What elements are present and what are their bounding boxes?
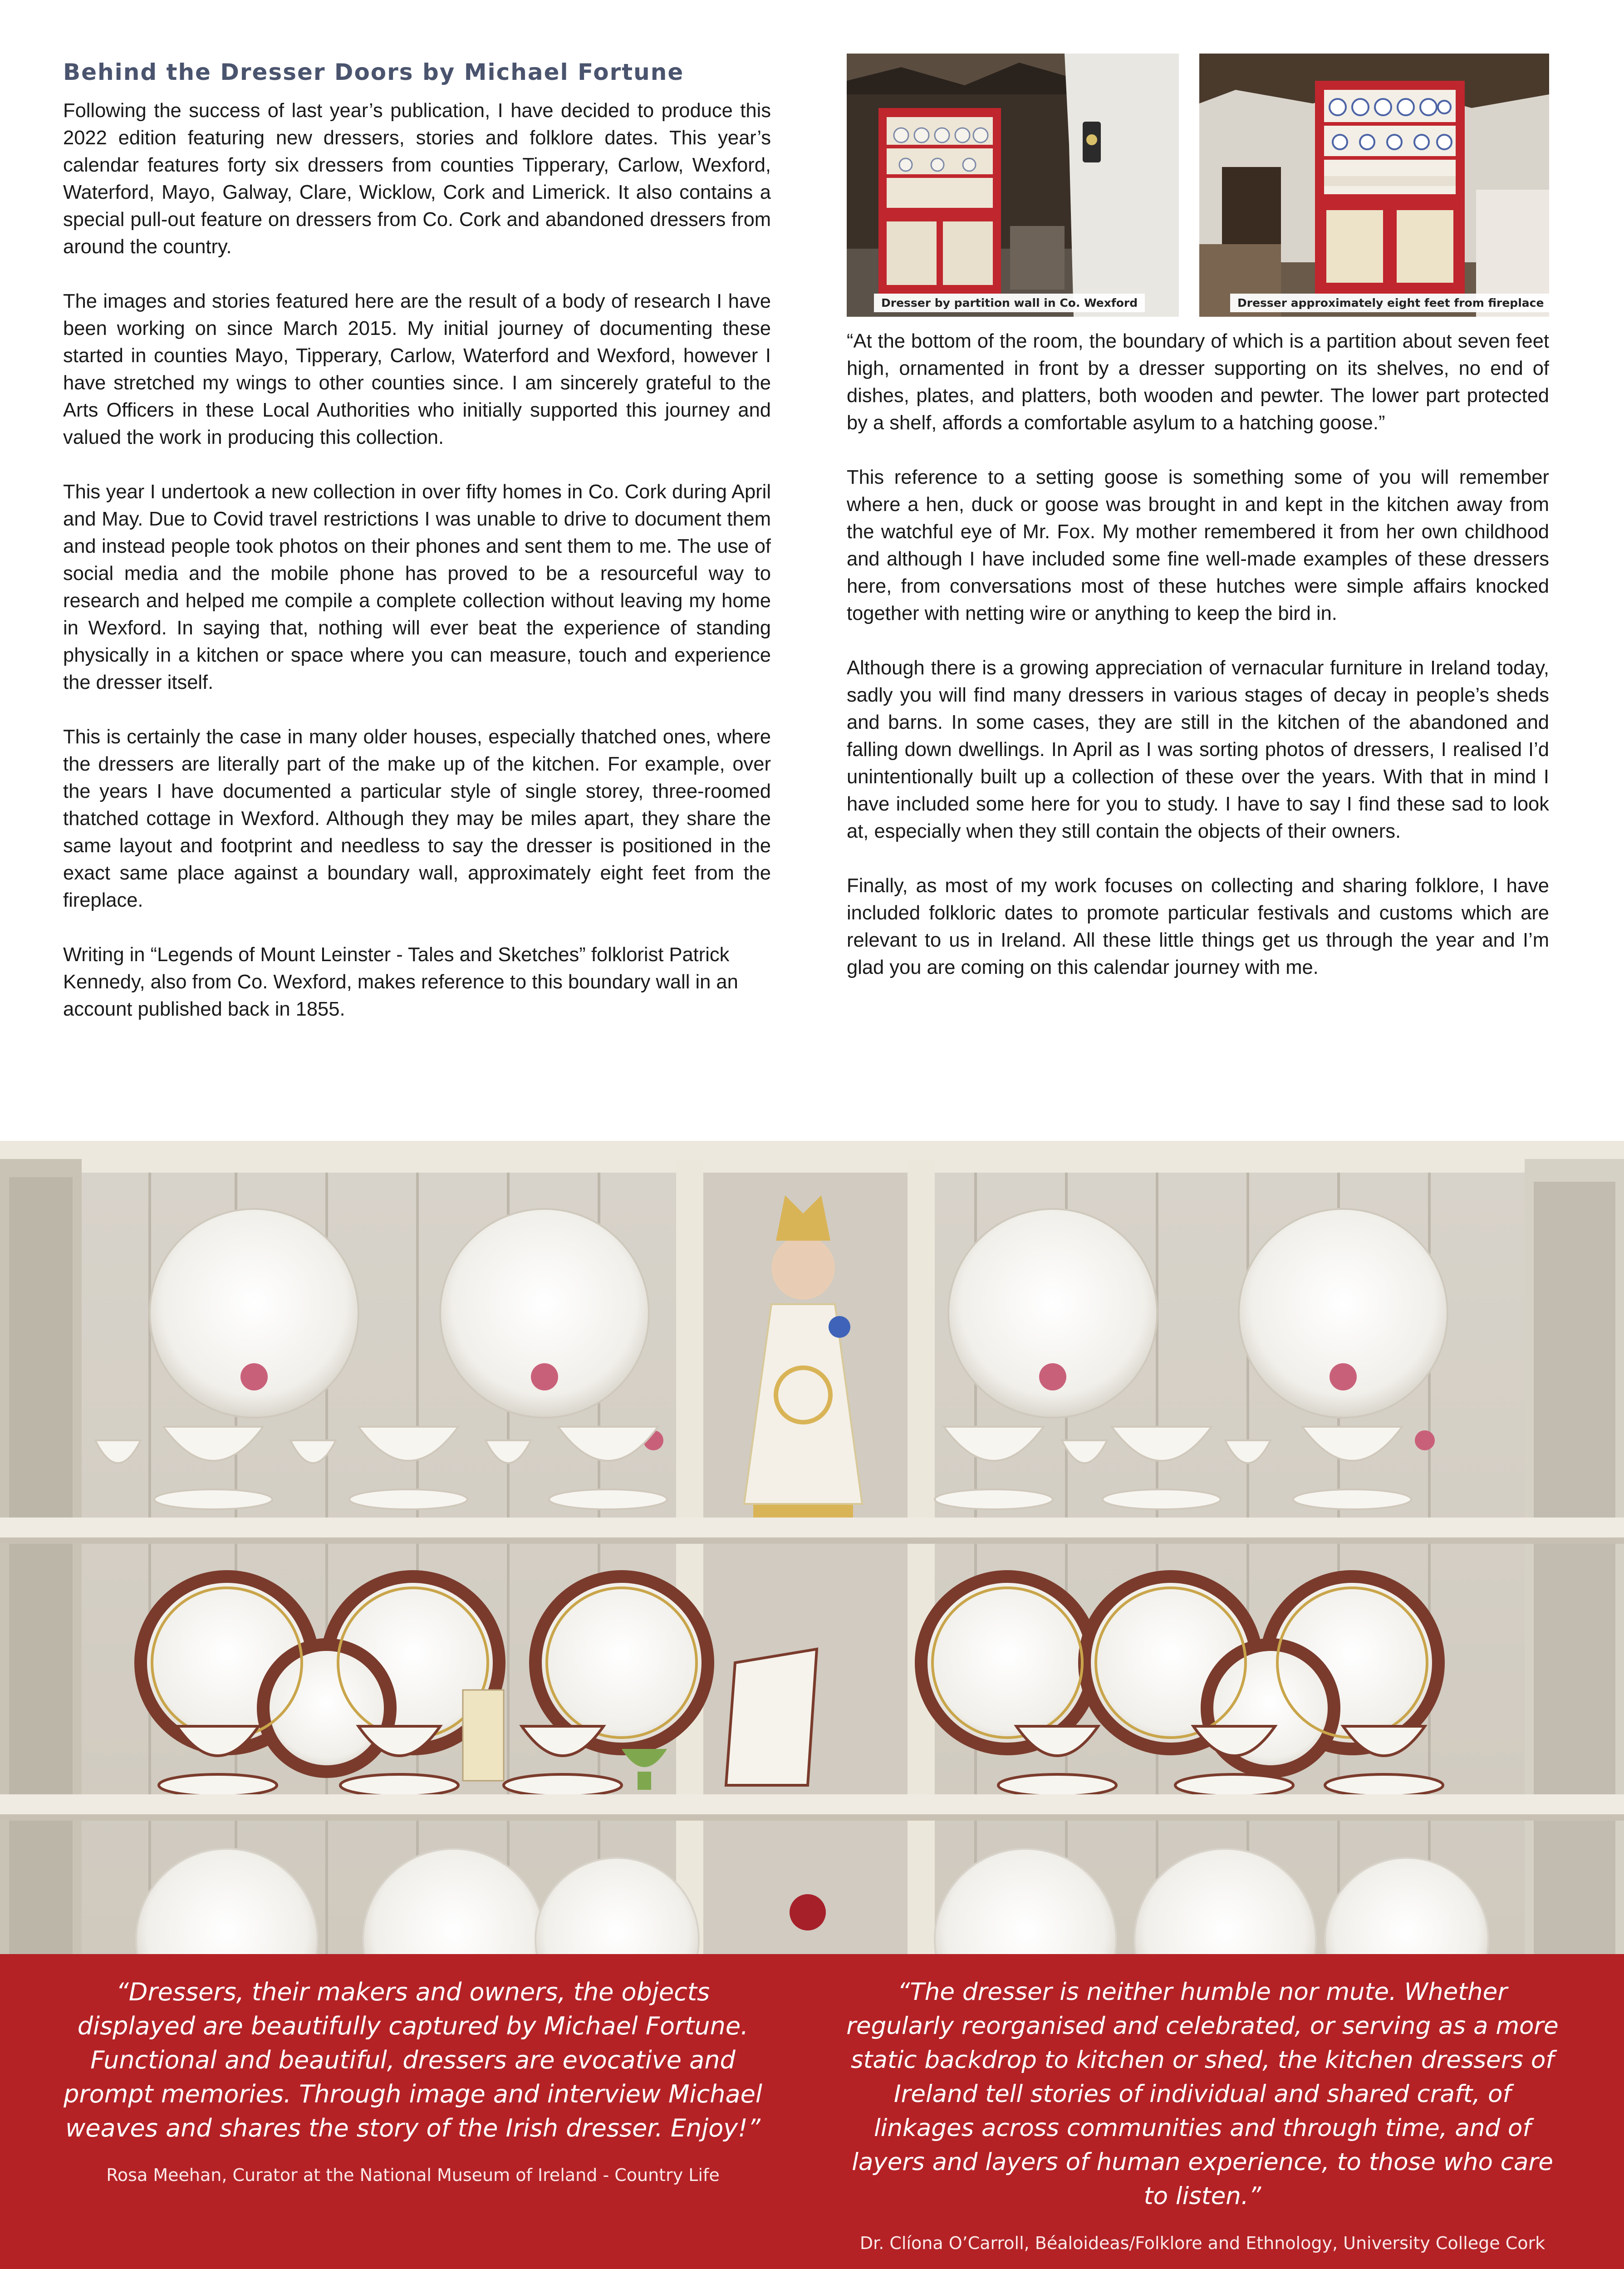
article-paragraph: Finally, as most of my work focuses on collecting and sharing folklore, I have included folkloric dates to promote particular festivals and customs which are relevant to us in Ireland. All these little things get us through the year and I’m glad you are coming on this calendar journey with me. <box>847 875 1549 978</box>
article-left-column <box>63 59 771 1023</box>
article-paragraph: “At the bottom of the room, the boundary of which is a partition about seven feet high, ornamented in front by a dresser supporting on its shelves, no end of dishes, plates, and platters, both wooden and pewter. The lower part protected by a shelf, affords a comfortable asylum to a hatching goose.” <box>847 330 1549 434</box>
article-paragraph: Although there is a growing appreciation of vernacular furniture in Ireland today, sadly you will find many dressers in various stages of decay in people’s sheds and barns. In some cases, they are still in the kitchen of the abandoned and falling down dwellings. In April as I was sorting photos of dressers, I realised I’d unintentionally built up a collection of these over the years. With that in mind I have included some here for you to study. I have to say I find these sad to look at, especially when they still contain the objects of their owners. <box>847 657 1549 842</box>
photo-row <box>847 54 1549 317</box>
article-paragraph: Following the success of last year’s publication, I have decided to produce this 2022 edition featuring new dressers, stories and folklore dates. This year’s calendar features forty six dressers from counties Tipperary, Carlow, Wexford, Waterford, Mayo, Galway, Clare, Wicklow, Cork and Limerick. It also contains a special pull-out feature on dressers from Co. Cork and abandoned dressers from around the country. <box>63 100 771 258</box>
article-paragraph: This year I undertook a new collection in over fifty homes in Co. Cork during April and May. Due to Covid travel restrictions I was unable to drive to document them and instead people took photos on their phones and sent them to me. The use of social media and the mobile phone has proved to be a resourceful way to research and helped me compile a complete collection without leaving my home in Wexford. In saying that, nothing will ever beat the experience of standing physically in a kitchen or space where you can measure, touch and experience the dresser itself. <box>63 481 771 693</box>
article-paragraph: Writing in “Legends of Mount Leinster - Tales and Sketches” folklorist Patrick Kennedy, also from Co. Wexford, makes reference to this boundary wall in an account published back in 1855. <box>63 944 738 1020</box>
photo-caption: Dresser by partition wall in Co. Wexford <box>874 294 1145 312</box>
testimonial-rosa-meehan <box>54 1975 771 2185</box>
testimonial-attribution: Dr. Clíona O’Carroll, Béaloideas/Folklore and Ethnology, University College Cork <box>859 2233 1545 2253</box>
dresser-fireplace-image <box>1199 54 1549 317</box>
dresser-hero-photo <box>0 1141 1624 1956</box>
testimonial-banner <box>0 1954 1624 2269</box>
dresser-hero-image <box>0 1141 1624 1956</box>
testimonial-quote: “Dressers, their makers and owners, the objects displayed are beautifully captured by Michael Fortune. Functional and beautiful, dressers are evocative and prompt memories. Through image and interview Michael weaves and shares the story of the Irish dresser. Enjoy!” <box>64 1978 762 2142</box>
dresser-partition-image <box>847 54 1179 317</box>
article-paragraph: This reference to a setting goose is something some of you will remember where a hen, duck or goose was brought in and kept in the kitchen away from the watchful eye of Mr. Fox. My mother remembered it from her own childhood and although I have included some fine well-made examples of these dressers here, from conversations most of these hutches were simple affairs knocked together with netting wire or anything to keep the bird in. <box>847 467 1549 624</box>
photo-dresser-fireplace <box>1199 54 1549 317</box>
photo-caption: Dresser approximately eight feet from fireplace <box>1230 294 1549 312</box>
testimonial-attribution: Rosa Meehan, Curator at the National Museum of Ireland - Country Life <box>106 2165 720 2185</box>
article-paragraph: The images and stories featured here are the result of a body of research I have been working on since March 2015. My initial journey of documenting these started in counties Mayo, Tipperary, Carlow, Waterford and Wexford, however I have stretched my wings to other counties since. I am sincerely grateful to the Arts Officers in these Local Authorities who initially supported this journey and valued the work in producing this collection. <box>63 290 771 448</box>
testimonial-cliona-ocarroll <box>844 1975 1561 2253</box>
article-right-column <box>847 54 1549 981</box>
article-paragraph: This is certainly the case in many older houses, especially thatched ones, where the dressers are literally part of the make up of the kitchen. For example, over the years I have documented a particular style of single storey, three-roomed thatched cottage in Wexford. Although they may be miles apart, they share the same layout and footprint and needless to say the dresser is positioned in the exact same place against a boundary wall, approximately eight feet from the fireplace. <box>63 726 771 911</box>
article-title: Behind the Dresser Doors by Michael Fortune <box>63 59 684 85</box>
photo-dresser-partition-wall <box>847 54 1179 317</box>
testimonial-quote: “The dresser is neither humble nor mute. Whether regularly reorganised and celebrated, or serving as a more static backdrop to kitchen or shed, the kitchen dressers of Ireland tell stories of individual and shared craft, of linkages across communities and through time, and of layers and layers of human experience, to those who care to listen.” <box>846 1978 1559 2210</box>
